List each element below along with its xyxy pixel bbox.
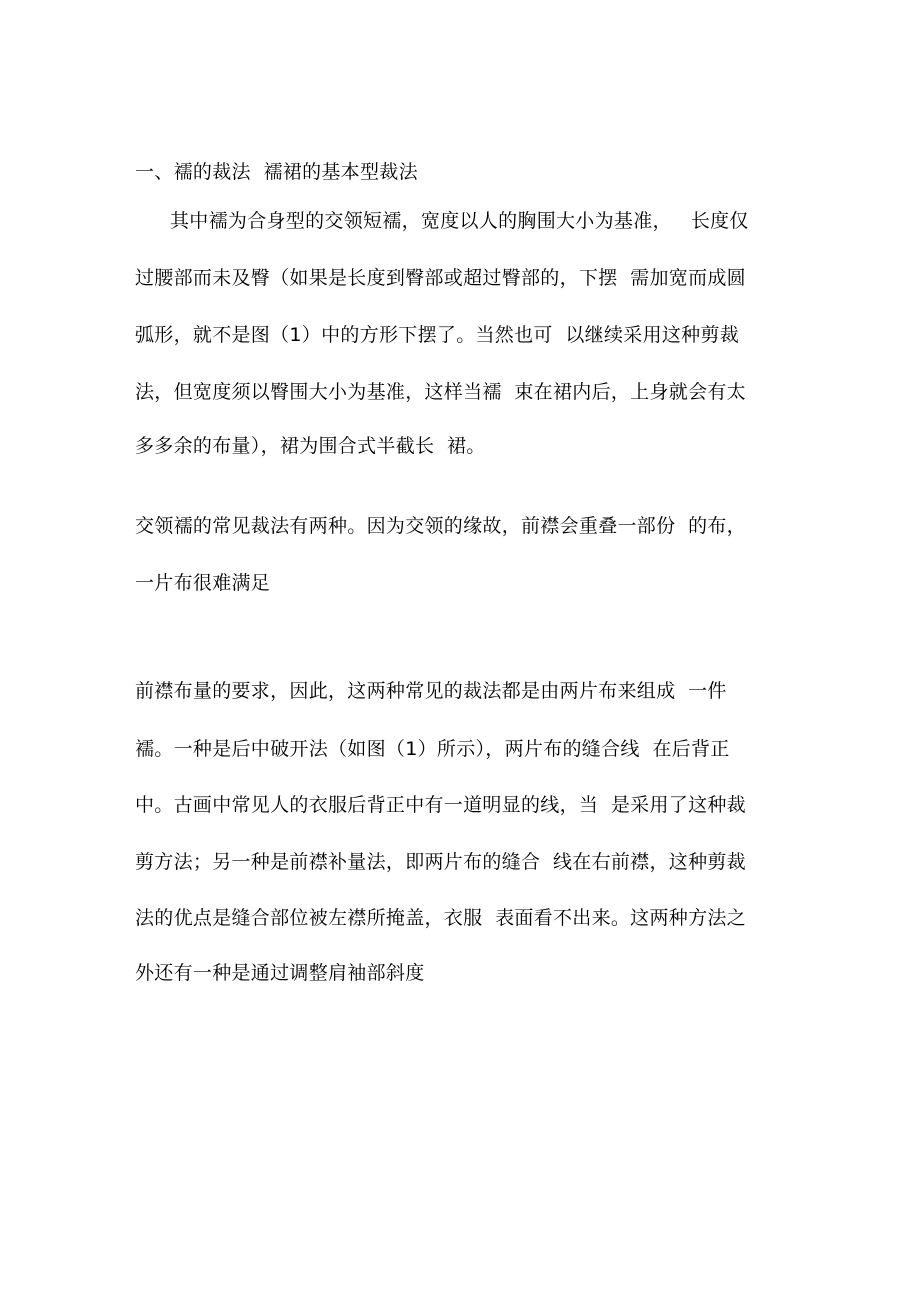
section-heading: 一、襦的裁法 襦裙的基本型裁法 <box>135 161 418 183</box>
paragraph-3-line-2: 襦。一种是后中破开法（如图（1）所示），两片布的缝合线 在后背正 <box>135 738 730 760</box>
paragraph-1-line-5: 多多余的布量），裙为围合式半截长 裙。 <box>135 435 486 457</box>
paragraph-1-line-4: 法，但宽度须以臀围大小为基准，这样当襦 束在裙内后，上身就会有太 <box>135 381 746 403</box>
paragraph-2-line-2: 一片布很难满足 <box>135 572 271 594</box>
paragraph-3-line-3: 中。古画中常见人的衣服后背正中有一道明显的线，当 是采用了这种裁 <box>135 794 746 816</box>
paragraph-1-line-1: 其中襦为合身型的交领短襦，宽度以人的胸围大小为基准， 长度仅 <box>170 210 749 232</box>
paragraph-3-line-4: 剪方法；另一种是前襟补量法，即两片布的缝合 线在右前襟，这种剪裁 <box>135 851 746 873</box>
paragraph-3-line-5: 法的优点是缝合部位被左襟所掩盖，衣服 表面看不出来。这两种方法之 <box>135 907 746 929</box>
paragraph-3-line-1: 前襟布量的要求，因此，这两种常见的裁法都是由两片布来组成 一件 <box>135 680 727 702</box>
paragraph-2-line-1: 交领襦的常见裁法有两种。因为交领的缘故，前襟会重叠一部份 的布， <box>135 515 746 537</box>
paragraph-1-line-2: 过腰部而未及臀（如果是长度到臀部或超过臀部的，下摆 需加宽而成圆 <box>135 267 746 289</box>
paragraph-1-line-3: 弧形，就不是图（1）中的方形下摆了。当然也可 以继续采用这种剪裁 <box>135 324 740 346</box>
paragraph-3-line-6: 外还有一种是通过调整肩袖部斜度 <box>135 962 425 984</box>
